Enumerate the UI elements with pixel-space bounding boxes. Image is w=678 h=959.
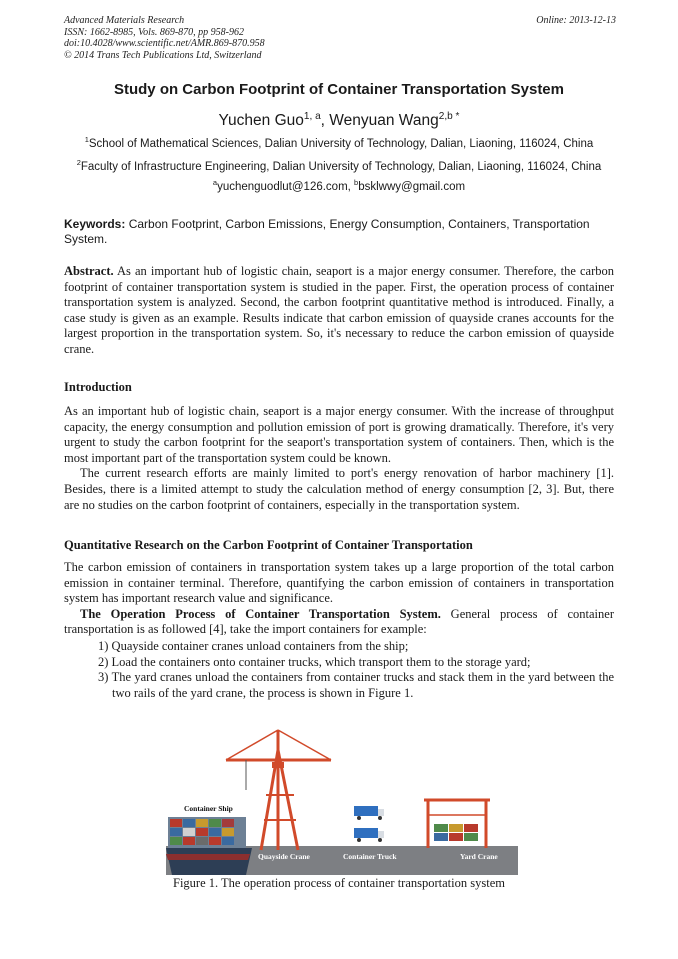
online-date: Online: 2013-12-13 [536, 15, 616, 26]
email-a-sup: a [212, 178, 218, 188]
email-b[interactable]: bsklwwy@gmail.com [358, 181, 466, 193]
author-2: Wenyuan Wang [329, 112, 439, 129]
email-line [40, 178, 638, 193]
introduction-heading: Introduction [64, 380, 132, 394]
introduction-paragraph-2: The current research efforts are mainly limited to port's energy renovation of harbor machinery [1]. Besides, there is a limited attempt to study the calculation method of energy consumption [2, 3]. But, there are no studies on the carbon footprint of containers, especially in the transportation system. [64, 466, 614, 512]
keywords-text: Carbon Footprint, Carbon Emissions, Energy Consumption, Containers, Transportation System. [64, 217, 590, 246]
affiliation-2-text: Faculty of Infrastructure Engineering, Dalian University of Technology, Dalian, Liaoning, 116024, China [80, 161, 602, 173]
email-a[interactable]: yuchenguodlut@126.com, [217, 181, 355, 193]
list-item: 1) Quayside container cranes unload containers from the ship; [98, 639, 409, 653]
label-yard-crane: Yard Crane [460, 852, 498, 861]
abstract-text: As an important hub of logistic chain, seaport is a major energy consumer. Therefore, the carbon footprint of container transportation system is studied in the paper. First, the operation process of container transportation system is analyzed. Second, the carbon footprint quantitative method is introduced. Finally, a case study is given as an example. Results indicate that carbon emission of quayside cranes accounts for the largest proportion in the transportation system. So, it's necessary to reduce the carbon emission of quayside crane. [64, 264, 614, 356]
email-b-sup: b [354, 178, 359, 188]
author-2-sup: 2,b * [438, 110, 460, 122]
section-2-paragraph-2 [64, 607, 614, 638]
introduction-body [64, 404, 614, 513]
affiliation-1-sup: 1 [84, 135, 89, 145]
container-trucks [354, 806, 384, 842]
issn: ISSN: 1662-8985, Vols. 869-870, pp 958-962 [64, 26, 244, 38]
crane-cabin [272, 762, 284, 768]
container-ship [166, 817, 252, 875]
author-separator: , [320, 112, 330, 129]
figure-1-caption: Figure 1. The operation process of container transportation system [173, 876, 505, 890]
section-2-body [64, 560, 614, 638]
process-list [98, 639, 614, 701]
abstract [64, 264, 614, 358]
label-quayside-crane: Quayside Crane [258, 852, 310, 861]
figure-1-illustration [166, 720, 518, 875]
author-1: Yuchen Guo [218, 112, 304, 129]
keywords [64, 217, 614, 247]
journal-metadata [64, 15, 616, 61]
list-item: 2) Load the containers onto container trucks, which transport them to the storage yard; [98, 654, 531, 669]
yard-crane [424, 800, 490, 848]
list-item: 3) The yard cranes unload the containers from container trucks and stack them in the yard between the two rails of the yard crane, the process is shown in Figure 1. [98, 670, 614, 700]
introduction-paragraph-1: As an important hub of logistic chain, seaport is a major energy consumer. With the increase of throughput capacity, the energy consumption and pollution emission of port is growing dramatically. Therefore, it's very urgent to study the carbon footprint for the seaport's transportation system of containers. Then, which is the most important part of the transportation system could be known. [64, 404, 614, 465]
author-1-sup: 1, a [303, 110, 321, 122]
label-container-ship: Container Ship [184, 804, 233, 813]
doi: doi:10.4028/www.scientific.net/AMR.869-870.958 [64, 38, 265, 49]
keywords-label: Keywords: [64, 217, 126, 231]
abstract-label: Abstract. [64, 264, 114, 278]
journal-name: Advanced Materials Research [64, 15, 185, 26]
section-2-paragraph-1: The carbon emission of containers in transportation system takes up a large proportion of the total carbon emission in container terminal. Therefore, quantifying the carbon emission of containers in transportation system has important research value and significance. [64, 560, 614, 606]
label-container-truck: Container Truck [343, 852, 397, 861]
subsection-label: The Operation Process of Container Transportation System. [80, 606, 441, 621]
affiliation-1-text: School of Mathematical Sciences, Dalian University of Technology, Dalian, Liaoning, 116024, China [88, 138, 594, 150]
affiliation-2 [40, 158, 638, 173]
author-line [40, 112, 638, 130]
copyright: © 2014 Trans Tech Publications Ltd, Switzerland [64, 49, 262, 61]
affiliation-2-sup: 2 [76, 158, 81, 168]
subsection-text: General process of container transportation is as followed [4], take the import containers for example: [64, 606, 614, 637]
paper-title: Study on Carbon Footprint of Container Transportation System [113, 81, 564, 98]
section-2-heading: Quantitative Research on the Carbon Footprint of Container Transportation [64, 538, 473, 552]
affiliation-1 [40, 135, 638, 150]
